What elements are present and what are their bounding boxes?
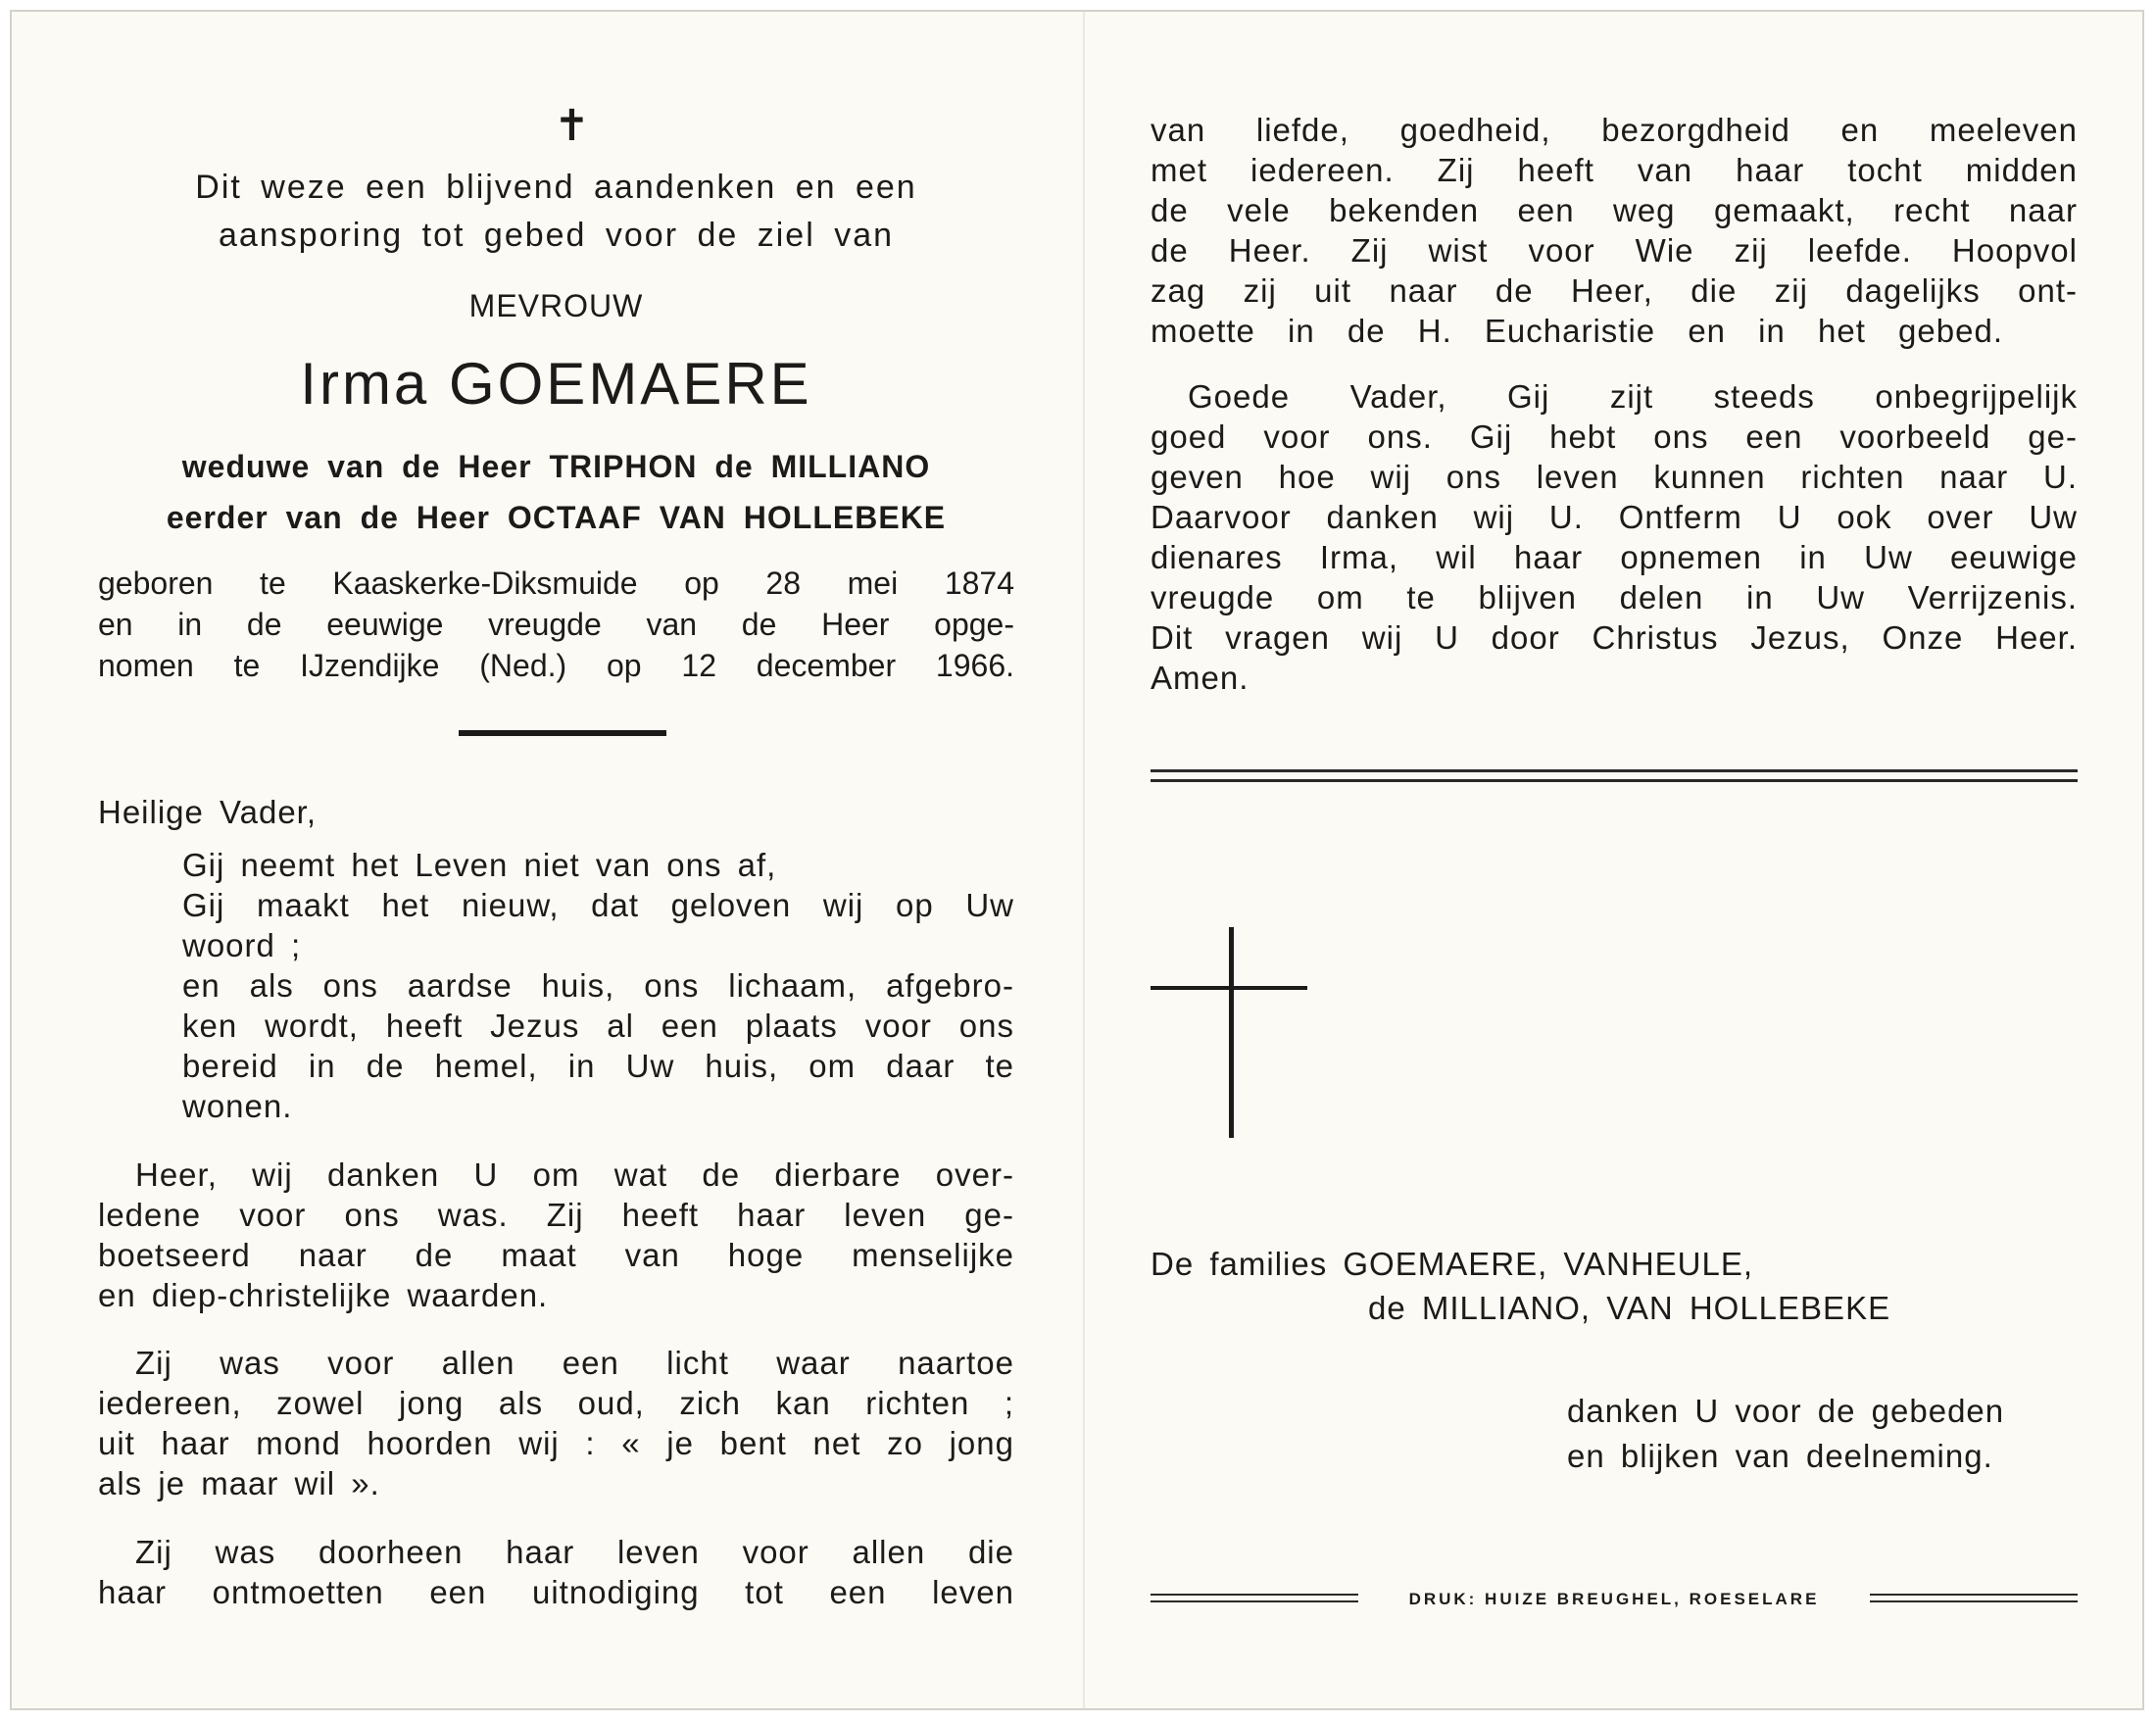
paragraph-line: Goede Vader, Gij zijt steeds onbegrijpelijk xyxy=(1188,378,2078,415)
paragraph-line: geven hoe wij ons leven kunnen richten naar U. xyxy=(1151,459,2078,495)
paragraph xyxy=(98,1155,1014,1315)
prayer-text xyxy=(182,845,1014,1126)
families-text xyxy=(1151,1242,2078,1330)
printer-row xyxy=(1151,1585,2078,1614)
thanks-line: en blijken van deelneming. xyxy=(1567,1438,1993,1474)
paragraph-line: Amen. xyxy=(1151,660,1250,696)
families-line: de MILLIANO, VAN HOLLEBEKE xyxy=(1368,1290,1891,1326)
divider xyxy=(459,730,666,736)
memorial-card xyxy=(10,10,2144,1710)
prayer-line: wonen. xyxy=(182,1088,293,1124)
small-cross-icon: ✝ xyxy=(554,101,590,151)
card-fold xyxy=(1083,12,1085,1708)
paragraph-line: vreugde om te blijven delen in Uw Verrijzenis. xyxy=(1151,579,2078,615)
paragraph-line: Zij was voor allen een licht waar naartoe xyxy=(135,1345,1014,1381)
families-line: De families GOEMAERE, VANHEULE, xyxy=(1151,1246,1754,1282)
cross-icon xyxy=(1151,927,1307,1138)
paragraph-line: zag zij uit naar de Heer, die zij dagelijks ont- xyxy=(1151,272,2078,309)
thanks-line: danken U voor de gebeden xyxy=(1567,1393,2005,1429)
intro-text xyxy=(98,164,1014,260)
paragraph xyxy=(98,1532,1014,1612)
birth-line: en in de eeuwige vreugde van de Heer opge- xyxy=(98,607,1014,642)
intro-line: Dit weze een blijvend aandenken en een xyxy=(195,169,917,206)
paragraph-line: ledene voor ons was. Zij heeft haar leven ge- xyxy=(98,1197,1014,1233)
paragraph-line: als je maar wil ». xyxy=(98,1465,380,1501)
paragraph xyxy=(1151,110,2078,351)
paragraph xyxy=(98,1343,1014,1503)
printer-rule-left xyxy=(1151,1594,1358,1602)
printer-credit: DRUK: HUIZE BREUGHEL, ROESELARE xyxy=(1408,1590,1820,1608)
title-label: MEVROUW xyxy=(468,288,644,323)
widow-line: weduwe van de Heer TRIPHON de MILLIANO xyxy=(181,449,931,484)
paragraph-line: van liefde, goedheid, bezorgdheid en meeleven xyxy=(1151,112,2078,148)
paragraph-line: de Heer. Zij wist voor Wie zij leefde. Hoopvol xyxy=(1151,232,2078,269)
salutation: Heilige Vader, xyxy=(98,794,318,830)
paragraph xyxy=(1151,376,2078,698)
paragraph-line: iedereen, zowel jong als oud, zich kan richten ; xyxy=(98,1385,1014,1421)
deceased-name: Irma GOEMAERE xyxy=(300,351,812,417)
prayer-line: Gij neemt het Leven niet van ons af, xyxy=(182,847,777,883)
prayer-line: woord ; xyxy=(182,927,302,963)
paragraph-line: Zij was doorheen haar leven voor allen die xyxy=(135,1534,1014,1570)
paragraph-line: moette in de H. Eucharistie en in het gebed. xyxy=(1151,313,2003,349)
printer-rule-right xyxy=(1870,1594,2078,1602)
paragraph-line: boetseerd naar de maat van hoge menselijke xyxy=(98,1237,1014,1273)
paragraph-line: Dit vragen wij U door Christus Jezus, Onze Heer. xyxy=(1151,619,2078,656)
birth-death-text xyxy=(98,563,1014,686)
widow-text xyxy=(98,441,1014,543)
paragraph-line: en diep-christelijke waarden. xyxy=(98,1277,549,1313)
paragraph-line: dienares Irma, wil haar opnemen in Uw eeuwige xyxy=(1151,539,2078,575)
paragraph-line: haar ontmoetten een uitnodiging tot een leven xyxy=(98,1574,1014,1610)
paragraph-line: goed voor ons. Gij hebt ons een voorbeeld ge- xyxy=(1151,418,2078,455)
paragraph-line: met iedereen. Zij heeft van haar tocht midden xyxy=(1151,152,2078,188)
prayer-line: bereid in de hemel, in Uw huis, om daar te xyxy=(182,1048,1014,1084)
birth-line: nomen te IJzendijke (Ned.) op 12 december 1966. xyxy=(98,648,1014,683)
intro-line: aansporing tot gebed voor de ziel van xyxy=(218,217,895,254)
paragraph-line: Daarvoor danken wij U. Ontferm U ook over Uw xyxy=(1151,499,2078,535)
paragraph-line: Heer, wij danken U om wat de dierbare over- xyxy=(135,1156,1014,1193)
birth-line: geboren te Kaaskerke-Diksmuide op 28 mei 1874 xyxy=(98,566,1014,601)
double-divider xyxy=(1151,769,2078,782)
paragraph-line: uit haar mond hoorden wij : « je bent net zo jong xyxy=(98,1425,1014,1461)
paragraph-line: de vele bekenden een weg gemaakt, recht naar xyxy=(1151,192,2078,228)
widow-line: eerder van de Heer OCTAAF VAN HOLLEBEKE xyxy=(166,500,947,535)
prayer-line: ken wordt, heeft Jezus al een plaats voor ons xyxy=(182,1008,1014,1044)
prayer-line: Gij maakt het nieuw, dat geloven wij op Uw xyxy=(182,887,1014,923)
thanks-text xyxy=(1567,1389,2078,1479)
prayer-line: en als ons aardse huis, ons lichaam, afgebro- xyxy=(182,967,1014,1004)
